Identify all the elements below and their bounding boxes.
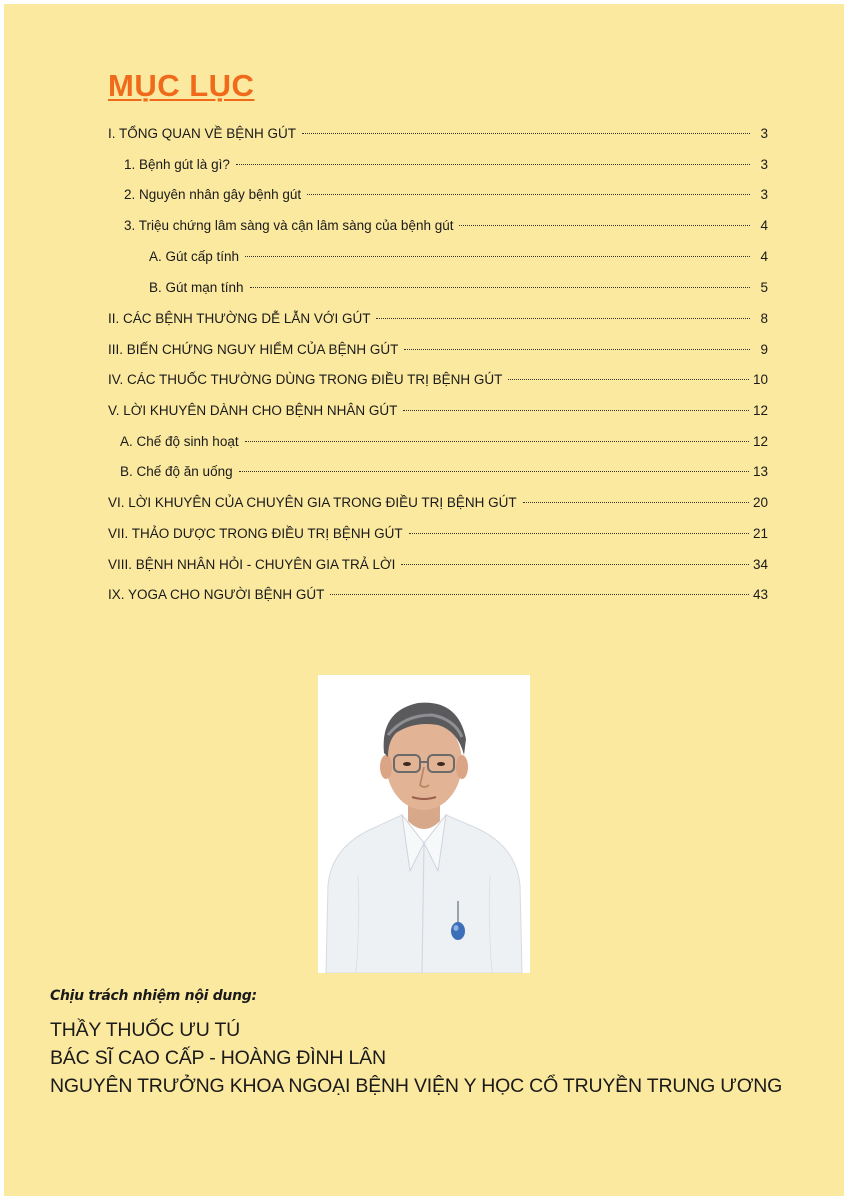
toc-leader-dots bbox=[409, 532, 749, 534]
toc-entry-page: 8 bbox=[760, 311, 768, 326]
toc-entry-label: B. Chế độ ăn uống bbox=[120, 464, 233, 479]
toc-entry-label: IX. YOGA CHO NGƯỜI BỆNH GÚT bbox=[108, 587, 325, 602]
toc-entry-label: III. BIẾN CHỨNG NGUY HIỂM CỦA BỆNH GÚT bbox=[108, 342, 399, 357]
author-name: BÁC SĨ CAO CẤP - HOÀNG ĐÌNH LÂN bbox=[50, 1047, 386, 1069]
toc-entry-label: IV. CÁC THUỐC THƯỜNG DÙNG TRONG ĐIỀU TRỊ BỆNH GÚT bbox=[108, 372, 503, 387]
toc-entry-page: 4 bbox=[760, 218, 768, 233]
toc-entry[interactable] bbox=[108, 311, 768, 333]
toc-entry-label: 1. Bệnh gút là gì? bbox=[124, 157, 230, 172]
toc-entry-page: 9 bbox=[760, 342, 768, 357]
toc-entry-page: 3 bbox=[760, 126, 768, 141]
toc-entry-label: I. TỔNG QUAN VỀ BỆNH GÚT bbox=[108, 126, 297, 141]
toc-leader-dots bbox=[239, 470, 749, 472]
toc-leader-dots bbox=[302, 132, 750, 134]
author-position: NGUYÊN TRƯỞNG KHOA NGOẠI BỆNH VIỆN Y HỌC CỔ TRUYỀN TRUNG ƯƠNG bbox=[50, 1075, 783, 1097]
toc-entry[interactable] bbox=[124, 187, 768, 209]
toc-title: MỤC LỤC bbox=[108, 68, 255, 103]
toc-entry[interactable] bbox=[124, 157, 768, 179]
toc-entry[interactable] bbox=[108, 495, 768, 517]
content-responsibility bbox=[50, 988, 830, 1100]
toc-entry-label: A. Gút cấp tính bbox=[149, 249, 240, 264]
toc-entry[interactable] bbox=[124, 218, 768, 240]
toc-leader-dots bbox=[245, 255, 750, 257]
toc-entry-label: II. CÁC BỆNH THƯỜNG DỄ LẪN VỚI GÚT bbox=[108, 311, 371, 326]
toc-entry[interactable] bbox=[120, 464, 768, 486]
toc-entry-page: 13 bbox=[752, 464, 768, 479]
toc-entry[interactable] bbox=[108, 557, 768, 579]
toc-leader-dots bbox=[245, 440, 749, 442]
toc-entry-page: 20 bbox=[752, 495, 768, 510]
toc-leader-dots bbox=[376, 317, 750, 319]
toc-entry-page: 21 bbox=[752, 526, 768, 541]
document-page bbox=[4, 4, 844, 1196]
toc-entry-page: 3 bbox=[760, 157, 768, 172]
toc-entry[interactable] bbox=[108, 126, 768, 148]
toc-entry[interactable] bbox=[149, 249, 768, 271]
toc-leader-dots bbox=[459, 224, 750, 226]
table-of-contents bbox=[4, 4, 844, 624]
author-honor-title: THẦY THUỐC ƯU TÚ bbox=[50, 1019, 241, 1041]
toc-entry[interactable] bbox=[108, 342, 768, 364]
toc-leader-dots bbox=[404, 348, 750, 350]
toc-leader-dots bbox=[523, 501, 749, 503]
doctor-portrait-illustration bbox=[318, 675, 530, 973]
toc-leader-dots bbox=[401, 563, 749, 565]
toc-entry-page: 4 bbox=[760, 249, 768, 264]
toc-leader-dots bbox=[403, 409, 749, 411]
toc-leader-dots bbox=[330, 593, 749, 595]
toc-entry-page: 43 bbox=[752, 587, 768, 602]
toc-leader-dots bbox=[250, 286, 750, 288]
toc-entry-page: 3 bbox=[760, 187, 768, 202]
toc-entry[interactable] bbox=[120, 434, 768, 456]
toc-entry[interactable] bbox=[108, 587, 768, 609]
toc-leader-dots bbox=[236, 163, 750, 165]
toc-entry-label: A. Chế độ sinh hoạt bbox=[120, 434, 239, 449]
toc-entry-page: 10 bbox=[752, 372, 768, 387]
toc-entry-label: VIII. BỆNH NHÂN HỎI - CHUYÊN GIA TRẢ LỜI bbox=[108, 557, 396, 572]
doctor-portrait-photo bbox=[318, 675, 530, 973]
toc-entry-label: 2. Nguyên nhân gây bệnh gút bbox=[124, 187, 302, 202]
toc-leader-dots bbox=[307, 193, 750, 195]
toc-entry-label: 3. Triệu chứng lâm sàng và cận lâm sàng của bệnh gút bbox=[124, 218, 454, 233]
toc-entry-page: 12 bbox=[752, 434, 768, 449]
toc-entry-label: VI. LỜI KHUYÊN CỦA CHUYÊN GIA TRONG ĐIỀU TRỊ BỆNH GÚT bbox=[108, 495, 517, 510]
toc-entry-page: 5 bbox=[760, 280, 768, 295]
toc-entry[interactable] bbox=[108, 372, 768, 394]
toc-entry[interactable] bbox=[108, 403, 768, 425]
toc-entry-page: 12 bbox=[752, 403, 768, 418]
responsibility-label: Chịu trách nhiệm nội dung: bbox=[50, 988, 257, 1004]
toc-entry-label: VII. THẢO DƯỢC TRONG ĐIỀU TRỊ BỆNH GÚT bbox=[108, 526, 403, 541]
toc-entry[interactable] bbox=[108, 526, 768, 548]
toc-entry-label: V. LỜI KHUYÊN DÀNH CHO BỆNH NHÂN GÚT bbox=[108, 403, 398, 418]
toc-leader-dots bbox=[508, 378, 749, 380]
toc-entry[interactable] bbox=[149, 280, 768, 302]
toc-entry-label: B. Gút mạn tính bbox=[149, 280, 244, 295]
toc-entry-page: 34 bbox=[752, 557, 768, 572]
